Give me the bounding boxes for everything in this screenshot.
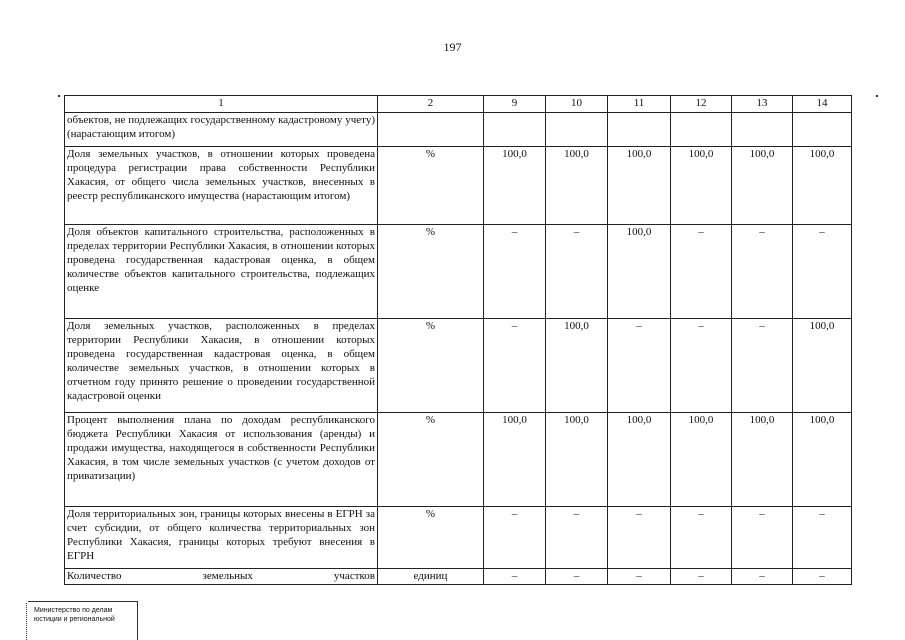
unit-cell: % <box>378 507 484 569</box>
unit-cell: % <box>378 319 484 413</box>
table-row <box>65 507 852 569</box>
value-cell <box>671 113 732 147</box>
value-cell: 100,0 <box>671 147 732 225</box>
column-header: 12 <box>671 96 732 113</box>
value-cell: – <box>484 225 546 319</box>
value-cell: – <box>793 225 852 319</box>
unit-cell: % <box>378 413 484 507</box>
value-cell: – <box>793 569 852 585</box>
value-cell: 100,0 <box>793 147 852 225</box>
value-cell: – <box>484 319 546 413</box>
value-cell: – <box>671 507 732 569</box>
value-cell: 100,0 <box>484 147 546 225</box>
value-cell: – <box>732 507 793 569</box>
value-cell <box>732 113 793 147</box>
indicator-cell: Доля земельных участков, в отношении которых проведена процедура регистрации права собственности Республики Хакасия, от общего числа земельных участков, внесенных в реестр республиканского имущества (нарастающим итогом) <box>65 147 378 225</box>
indicator-cell: объектов, не подлежащих государственному кадастровому учету) (нарастающим итогом) <box>65 113 378 147</box>
table-row <box>65 569 852 585</box>
indicator-cell: Процент выполнения плана по доходам республиканского бюджета Республики Хакасия от использования (аренды) и продажи имущества, находящегося в собственности Республики Хакасия, в том числе земельных участков (с учетом доходов от приватизации) <box>65 413 378 507</box>
column-header: 1 <box>65 96 378 113</box>
value-cell: – <box>732 225 793 319</box>
value-cell: – <box>732 319 793 413</box>
table-row <box>65 225 852 319</box>
table-row <box>65 147 852 225</box>
unit-cell: % <box>378 147 484 225</box>
column-header: 9 <box>484 96 546 113</box>
value-cell: – <box>608 507 671 569</box>
indicator-cell: Доля объектов капитального строительства, расположенных в пределах территории Республики Хакасия, в отношении которых проведена государственная кадастровая оценка, в общем количестве объектов капитального строительства, подлежащих оценке <box>65 225 378 319</box>
value-cell: – <box>671 569 732 585</box>
value-cell: – <box>671 319 732 413</box>
value-cell: 100,0 <box>793 319 852 413</box>
value-cell <box>793 113 852 147</box>
value-cell: – <box>484 569 546 585</box>
page-number: 197 <box>443 40 462 54</box>
value-cell: 100,0 <box>546 319 608 413</box>
value-cell: 100,0 <box>608 413 671 507</box>
indicator-cell: Количество земельных участков <box>65 569 378 585</box>
value-cell: 100,0 <box>484 413 546 507</box>
column-header: 11 <box>608 96 671 113</box>
unit-cell <box>378 113 484 147</box>
column-header: 13 <box>732 96 793 113</box>
value-cell <box>484 113 546 147</box>
stamp-line-2: юстиции и региональной <box>34 616 115 623</box>
column-header: 2 <box>378 96 484 113</box>
table-row <box>65 319 852 413</box>
stamp-line-1: Министерство по делам <box>34 607 113 614</box>
value-cell: 100,0 <box>608 147 671 225</box>
margin-mark-left <box>58 95 60 97</box>
value-cell: 100,0 <box>732 413 793 507</box>
table-row <box>65 113 852 147</box>
value-cell <box>546 113 608 147</box>
margin-mark-right <box>876 95 878 97</box>
value-cell: – <box>732 569 793 585</box>
value-cell: 100,0 <box>732 147 793 225</box>
value-cell: – <box>546 225 608 319</box>
indicator-cell: Доля территориальных зон, границы которых внесены в ЕГРН за счет субсидии, от общего количества территориальных зон Республики Хакасия, границы которых требуют внесения в ЕГРН <box>65 507 378 569</box>
column-header: 10 <box>546 96 608 113</box>
value-cell: 100,0 <box>546 147 608 225</box>
unit-cell: % <box>378 225 484 319</box>
value-cell: – <box>608 319 671 413</box>
unit-cell: единиц <box>378 569 484 585</box>
value-cell: – <box>793 507 852 569</box>
value-cell: 100,0 <box>671 413 732 507</box>
value-cell <box>608 113 671 147</box>
indicator-cell: Доля земельных участков, расположенных в пределах территории Республики Хакасия, в отношении которых проведена государственная кадастровая оценка, в общем количестве земельных участков, в отношении которых в отчетном году принято решение о проведении государственной кадастровой оценки <box>65 319 378 413</box>
value-cell: – <box>484 507 546 569</box>
value-cell: – <box>671 225 732 319</box>
value-cell: – <box>546 507 608 569</box>
column-header: 14 <box>793 96 852 113</box>
value-cell: – <box>546 569 608 585</box>
ministry-stamp <box>28 601 138 640</box>
value-cell: 100,0 <box>608 225 671 319</box>
indicators-table <box>64 95 852 585</box>
value-cell: 100,0 <box>546 413 608 507</box>
table-header-row <box>65 96 852 113</box>
value-cell: – <box>608 569 671 585</box>
table-row <box>65 413 852 507</box>
value-cell: 100,0 <box>793 413 852 507</box>
